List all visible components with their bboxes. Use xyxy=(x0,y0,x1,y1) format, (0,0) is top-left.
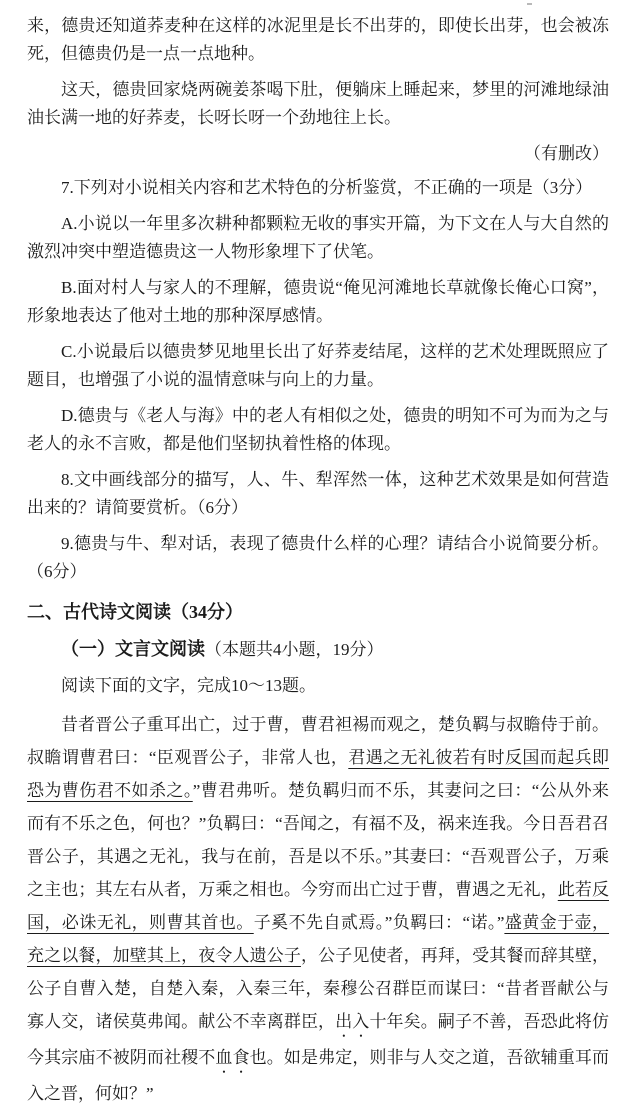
passage-underlined-segment: 此若反国，必诛无礼，则曹其首也。 xyxy=(27,880,610,932)
passage-segment: 十年矣。嗣子不善，吾恐此将仿今其宗庙不被阴而社稷不 xyxy=(27,1012,610,1067)
scan-artifact xyxy=(527,3,532,5)
question-8: 8.文中画线部分的描写，人、牛、犁浑然一体，这种艺术效果是如何营造出来的？请简要赏析。（6分） xyxy=(27,470,609,517)
reading-instruction: 阅读下面的文字，完成10～13题。 xyxy=(61,676,316,695)
subsection-heading xyxy=(27,635,609,664)
question-7: 7.下列对小说相关内容和艺术特色的分析鉴赏，不正确的一项是（3分） xyxy=(61,178,593,197)
passage-segment: 也。如是弗定，则非与人交之道，吾欲辅重耳而入之晋，何如？” xyxy=(27,1048,610,1103)
passage-emphasized-segment: 血食 xyxy=(215,1048,250,1067)
passage-segment: ”曹君弗听。楚负羁归而不乐，其妻问之曰：“公从外来而有不乐之色，何也？”负羁曰：“吾闻之，有福不及，祸来连我。今日吾君召晋公子，其遇之无礼，我与在前，吾是以不乐。”其妻曰：“吾观晋公子，万乘之主也；其左右从者，万乘之相也。今穷而出亡过于曹，曹遇之无礼， xyxy=(27,781,610,899)
question-9: 9.德贵与牛、犁对话，表现了德贵什么样的心理？请结合小说简要分析。（6分） xyxy=(27,534,609,581)
classical-passage xyxy=(27,708,609,1110)
question-7-option-a: A.小说以一年里多次耕种都颗粒无收的事实开篇，为下文在人与大自然的激烈冲突中塑造德贵这一人物形象埋下了伏笔。 xyxy=(27,214,609,261)
story-paragraph-continued: 来，德贵还知道荞麦种在这样的冰泥里是长不出芽的，即使长出芽，也会被冻死，但德贵仍是一点一点地种。 xyxy=(27,16,609,63)
passage-segment: 昔者晋公子重耳出亡，过于曹，曹君袒裼而观之，楚负羁与叔瞻侍于前。叔瞻谓曹君曰：“臣观晋公子，非常人也， xyxy=(27,715,609,767)
question-7-option-c: C.小说最后以德贵梦见地里长出了好荞麦结尾，这样的艺术处理既照应了题目，也增强了小说的温情意味与向上的力量。 xyxy=(27,342,609,389)
question-7-option-d: D.德贵与《老人与海》中的老人有相似之处，德贵的明知不可为而为之与老人的永不言败，都是他们坚韧执着性格的体现。 xyxy=(27,406,609,453)
question-7-option-b: B.面对村人与家人的不理解，德贵说“俺见河滩地长草就像长俺心口窝”，形象地表达了他对土地的那种深厚感情。 xyxy=(27,278,609,325)
subsection-heading-title: （一）文言文阅读 xyxy=(61,639,205,659)
section-heading: 二、古代诗文阅读（34分） xyxy=(27,602,243,622)
story-paragraph: 这天，德贵回家烧两碗姜茶喝下肚，便躺床上睡起来，梦里的河滩地绿油油长满一地的好荞麦，长呀长呀一个劲地往上长。 xyxy=(27,80,609,127)
passage-underlined-segment: 盛黄金于壶，充之以餐，加壁其上，夜令人遗公子 xyxy=(27,913,610,965)
source-note: （有删改） xyxy=(524,144,609,163)
passage-segment: 子奚不先自贰焉。”负羁曰：“诺。” xyxy=(253,913,505,932)
passage-emphasized-segment: 出入 xyxy=(335,1012,370,1031)
subsection-heading-note: （本题共4小题，19分） xyxy=(205,640,384,659)
passage-segment: ，公子见使者，再拜，受其餐而辞其壁，公子自曹入楚，自楚入秦，入秦三年，秦穆公召群臣而谋曰：“昔者晋献公与寡人交，诸侯莫弗闻。献公不幸离群臣， xyxy=(27,946,610,1031)
passage-underlined-segment: 君遇之无礼彼若有时反国而起兵即恐为曹伤君不如杀之。 xyxy=(27,748,610,800)
